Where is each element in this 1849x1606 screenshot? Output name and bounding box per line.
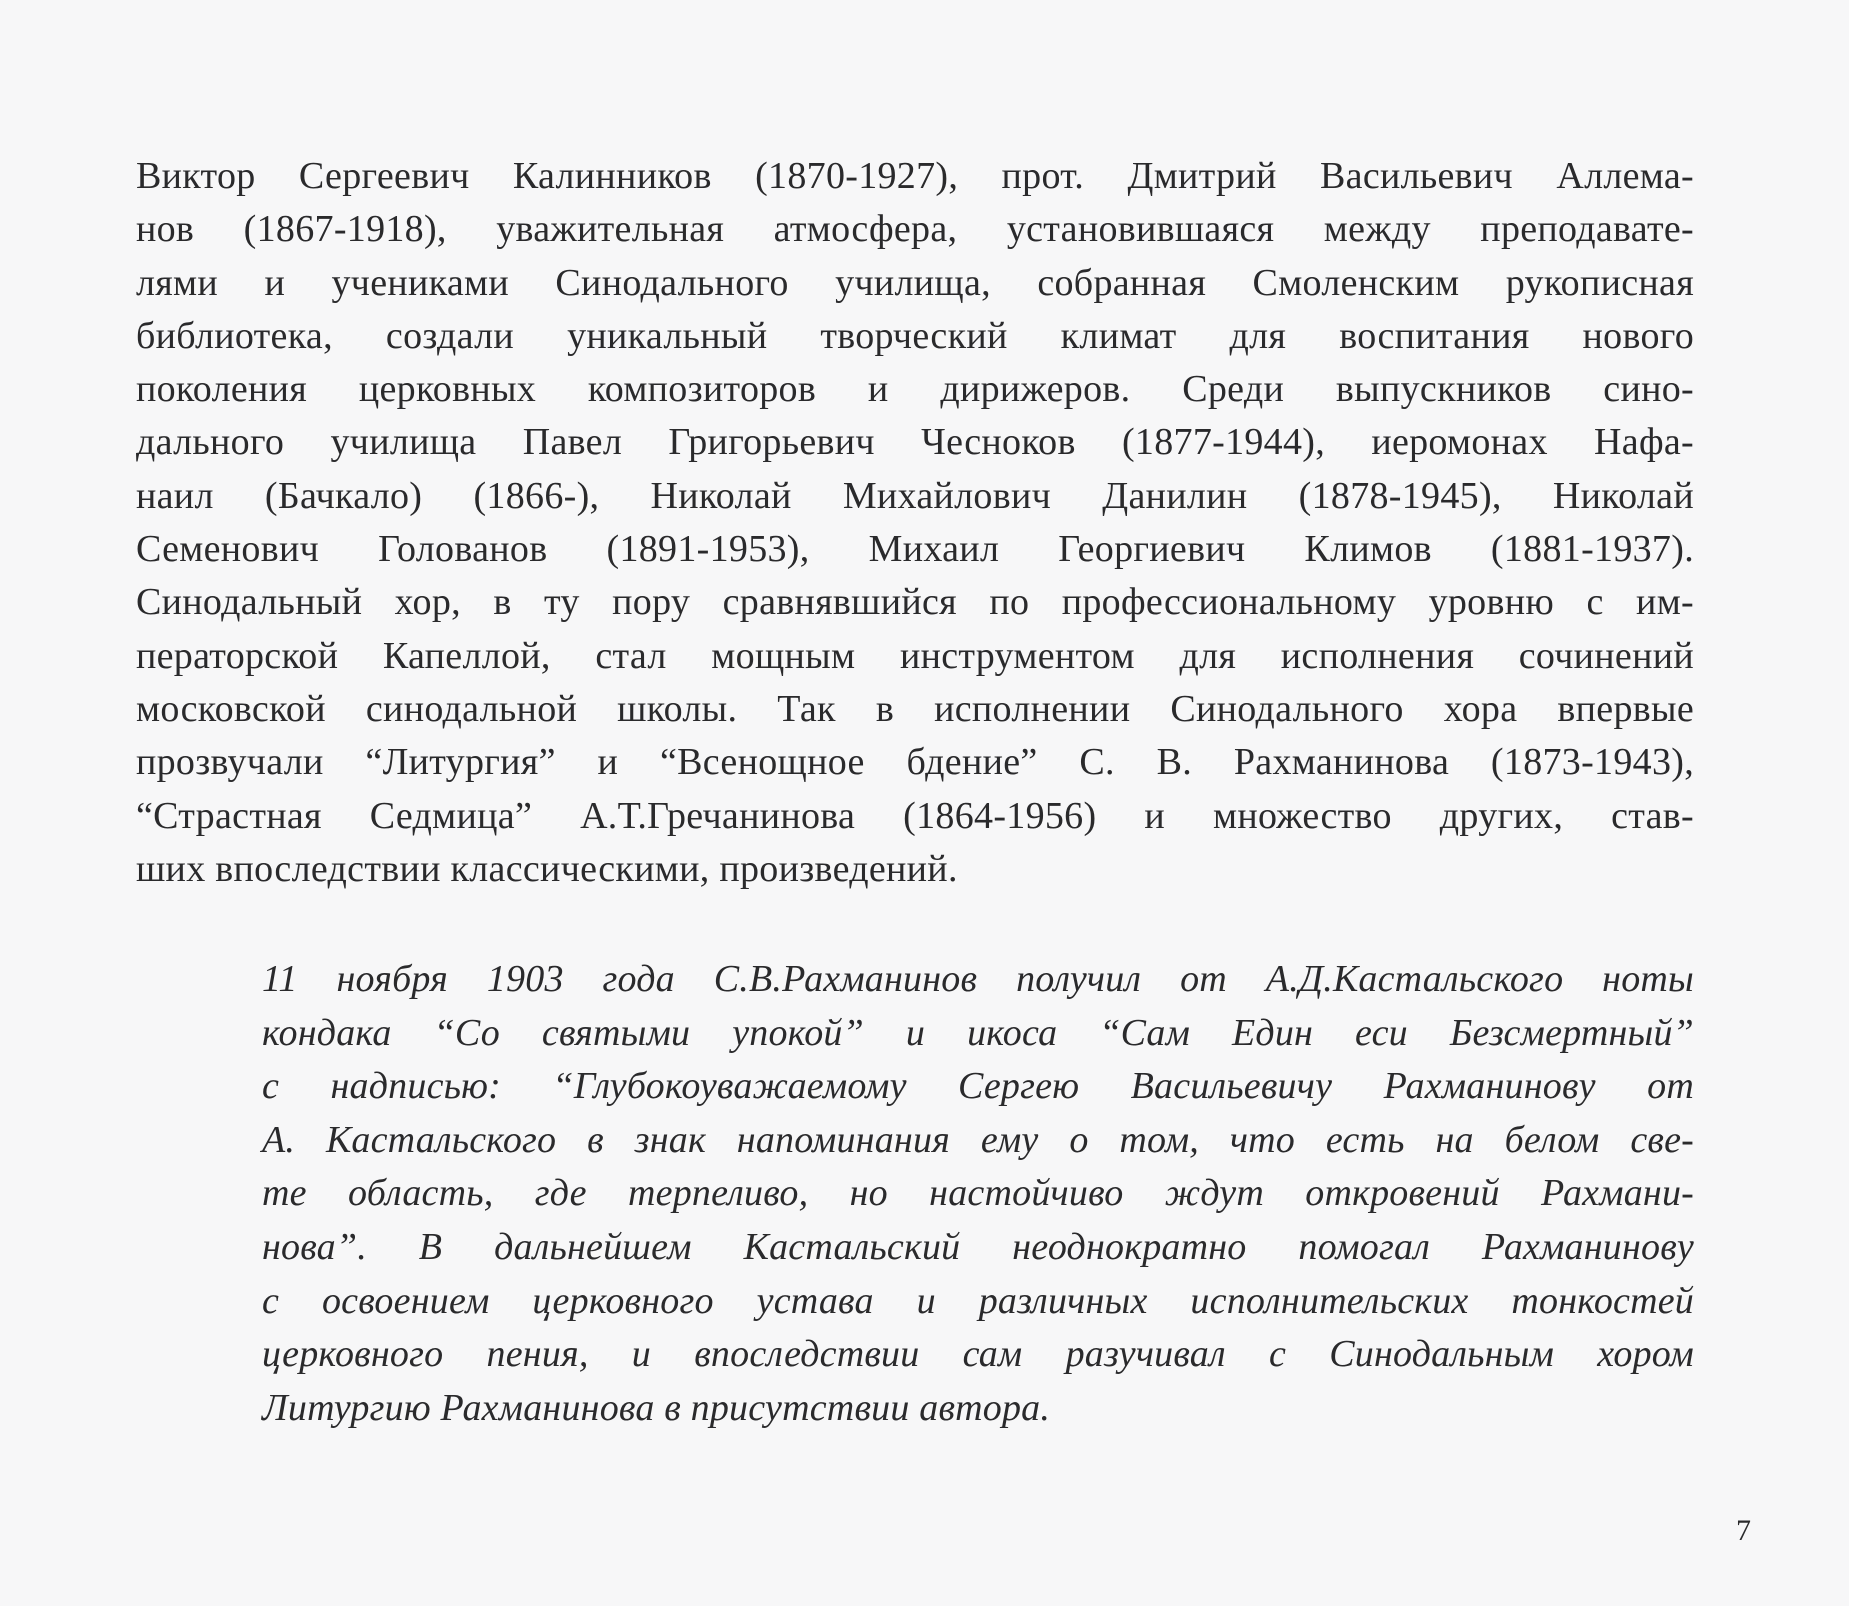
body-line: Семенович Голованов (1891-1953), Михаил Георгиевич Климов (1881-1937). xyxy=(136,528,1694,571)
body-line: “Страстная Седмица” А.Т.Гречанинова (1864-1956) и множество других, став- xyxy=(136,794,1694,837)
quote-line: Литургию Рахманинова в присутствии автора. xyxy=(262,1386,1051,1429)
page-number: 7 xyxy=(1736,1514,1751,1547)
body-line: Виктор Сергеевич Калинников (1870-1927), прот. Дмитрий Васильевич Аллема- xyxy=(136,155,1694,197)
body-line: нов (1867-1918), уважительная атмосфера, установившаяся между преподавате- xyxy=(136,208,1694,251)
quote-line: с надписью: “Глубокоуважаемому Сергею Васильевичу Рахманинову от xyxy=(262,1065,1694,1108)
quote-paragraph xyxy=(262,953,1694,1435)
quote-line: кондака “Со святыми упокой” и икоса “Сам Един еси Безсмертный” xyxy=(262,1011,1694,1054)
body-line: библиотека, создали уникальный творческий климат для воспитания нового xyxy=(136,314,1694,357)
body-line: поколения церковных композиторов и дирижеров. Среди выпускников сино- xyxy=(136,368,1694,411)
body-line: лями и учениками Синодального училища, собранная Смоленским рукописная xyxy=(136,261,1694,304)
quote-line: церковного пения, и впоследствии сам разучивал с Синодальным хором xyxy=(262,1333,1694,1376)
body-line: прозвучали “Литургия” и “Всенощное бдение” С. В. Рахманинова (1873-1943), xyxy=(136,741,1694,784)
quote-line: А. Кастальского в знак напоминания ему о том, что есть на белом све- xyxy=(262,1118,1694,1161)
body-line: московской синодальной школы. Так в исполнении Синодального хора впервые xyxy=(136,687,1694,730)
body-line: наил (Бачкало) (1866-), Николай Михайлович Данилин (1878-1945), Николай xyxy=(136,474,1694,517)
body-paragraph xyxy=(136,150,1694,896)
quote-line: с освоением церковного устава и различных исполнительских тонкостей xyxy=(262,1279,1694,1322)
body-line: дального училища Павел Григорьевич Чесноков (1877-1944), иеромонах Нафа- xyxy=(136,421,1694,464)
body-line: ших впоследствии классическими, произведений. xyxy=(136,847,958,890)
body-line: Синодальный хор, в ту пору сравнявшийся по профессиональному уровню с им- xyxy=(136,581,1694,624)
body-line: ператорской Капеллой, стал мощным инструментом для исполнения сочинений xyxy=(136,634,1694,677)
quote-line: нова”. В дальнейшем Кастальский неоднократно помогал Рахманинову xyxy=(262,1225,1694,1268)
quote-line: 11 ноября 1903 года С.В.Рахманинов получил от А.Д.Кастальского ноты xyxy=(262,958,1694,1000)
quote-line: те область, где терпеливо, но настойчиво ждут откровений Рахмани- xyxy=(262,1172,1694,1215)
